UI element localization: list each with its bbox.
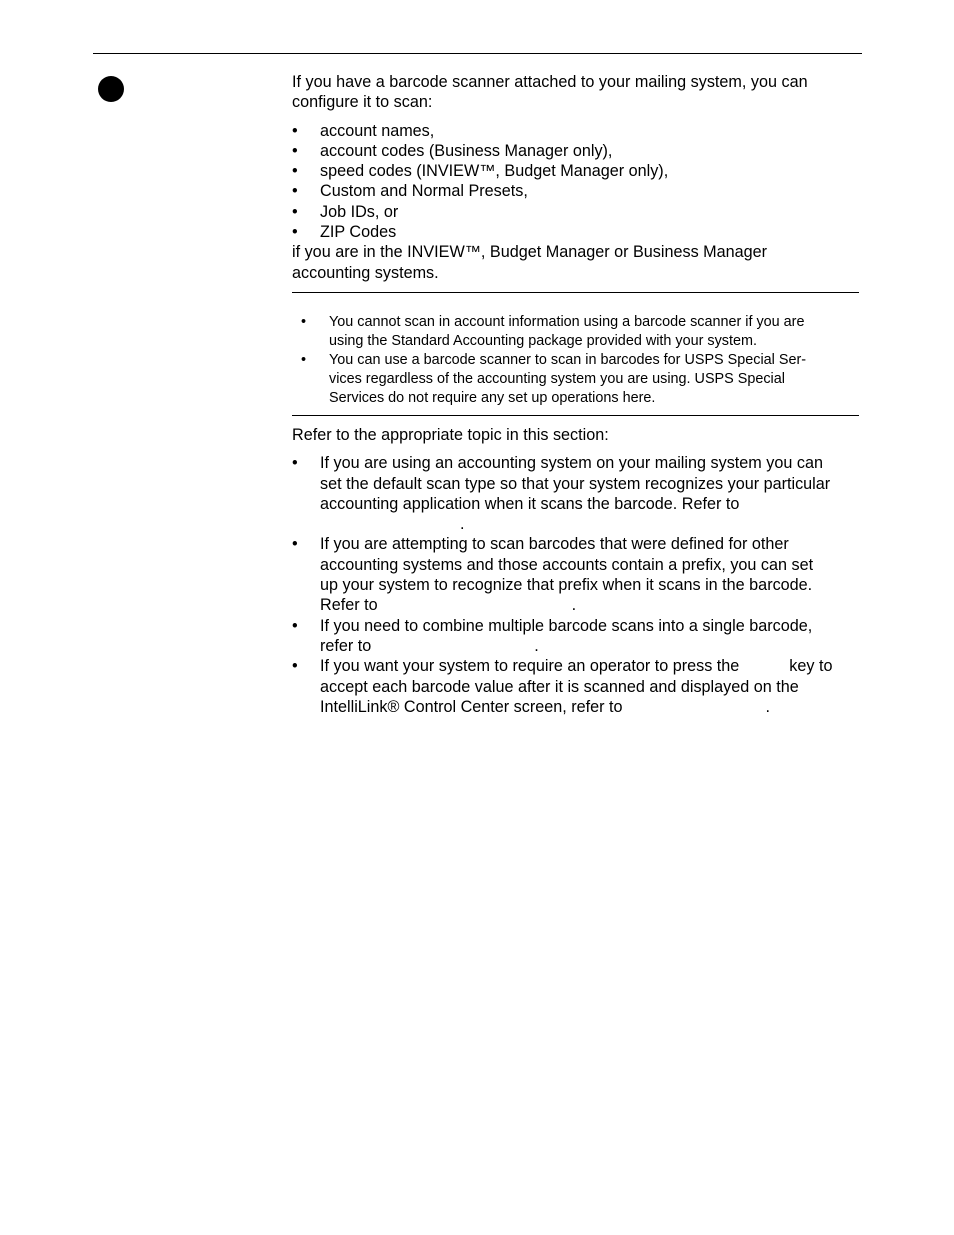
- list-item: • If you are using an accounting system on your mailing system you can set the default scan type so that your system recognizes your particular accounting application when it scans the barcode. Refer to .: [292, 454, 831, 534]
- bullet-icon: •: [292, 616, 298, 635]
- list-item: • If you are attempting to scan barcodes that were defined for other accounting systems and those accounts contain a prefix, you can set up your system to recognize that prefix when it scans in the barcode. Refer to .: [292, 535, 814, 615]
- note-list: [292, 313, 859, 408]
- note-item: • You cannot scan in account information using a barcode scanner if you are using the Standard Accounting package provided with your system.: [301, 313, 805, 349]
- main-content: [292, 72, 862, 717]
- bullet-icon: •: [292, 182, 298, 201]
- bullet-icon: •: [301, 313, 307, 330]
- intro-line-1: If you have a barcode scanner attached to your mailing system, you can: [292, 73, 808, 91]
- bullet-icon: •: [292, 454, 298, 473]
- bullet-icon: •: [301, 351, 307, 368]
- intro-paragraph: [292, 72, 862, 113]
- scan-types-list: [292, 121, 862, 243]
- topic-reference-list: [292, 453, 858, 717]
- list-item: • Custom and Normal Presets,: [292, 182, 528, 201]
- chapter-marker-icon: [98, 76, 124, 102]
- bullet-icon: •: [292, 657, 298, 676]
- bullet-icon: •: [292, 121, 298, 140]
- bullet-icon: •: [292, 223, 298, 242]
- header-rule: [93, 53, 862, 54]
- bullet-icon: •: [292, 202, 298, 221]
- accounting-systems-paragraph: if you are in the INVIEW™, Budget Manager or Business Manager accounting systems.: [292, 243, 768, 282]
- list-item: • Job IDs, or: [292, 202, 399, 221]
- intro-line-2: configure it to scan:: [292, 93, 433, 112]
- refer-intro: Refer to the appropriate topic in this section:: [292, 425, 609, 444]
- list-item: • If you want your system to require an operator to press the key to accept each barcode value after it is scanned and displayed on the IntelliLink® Control Center screen, refer to .: [292, 657, 833, 716]
- list-item: • ZIP Codes: [292, 223, 397, 242]
- list-item: • speed codes (INVIEW™, Budget Manager only),: [292, 162, 669, 181]
- list-item: • account names,: [292, 121, 435, 140]
- list-item: • account codes (Business Manager only),: [292, 141, 613, 160]
- bullet-icon: •: [292, 141, 298, 160]
- bullet-icon: •: [292, 162, 298, 181]
- note-box: [292, 292, 859, 416]
- note-item: • You can use a barcode scanner to scan in barcodes for USPS Special Ser- vices regardless of the accounting system you are using. USPS Special Services do not require any set up operations here.: [301, 351, 807, 406]
- bullet-icon: •: [292, 535, 298, 554]
- list-item: • If you need to combine multiple barcode scans into a single barcode, refer to .: [292, 616, 813, 655]
